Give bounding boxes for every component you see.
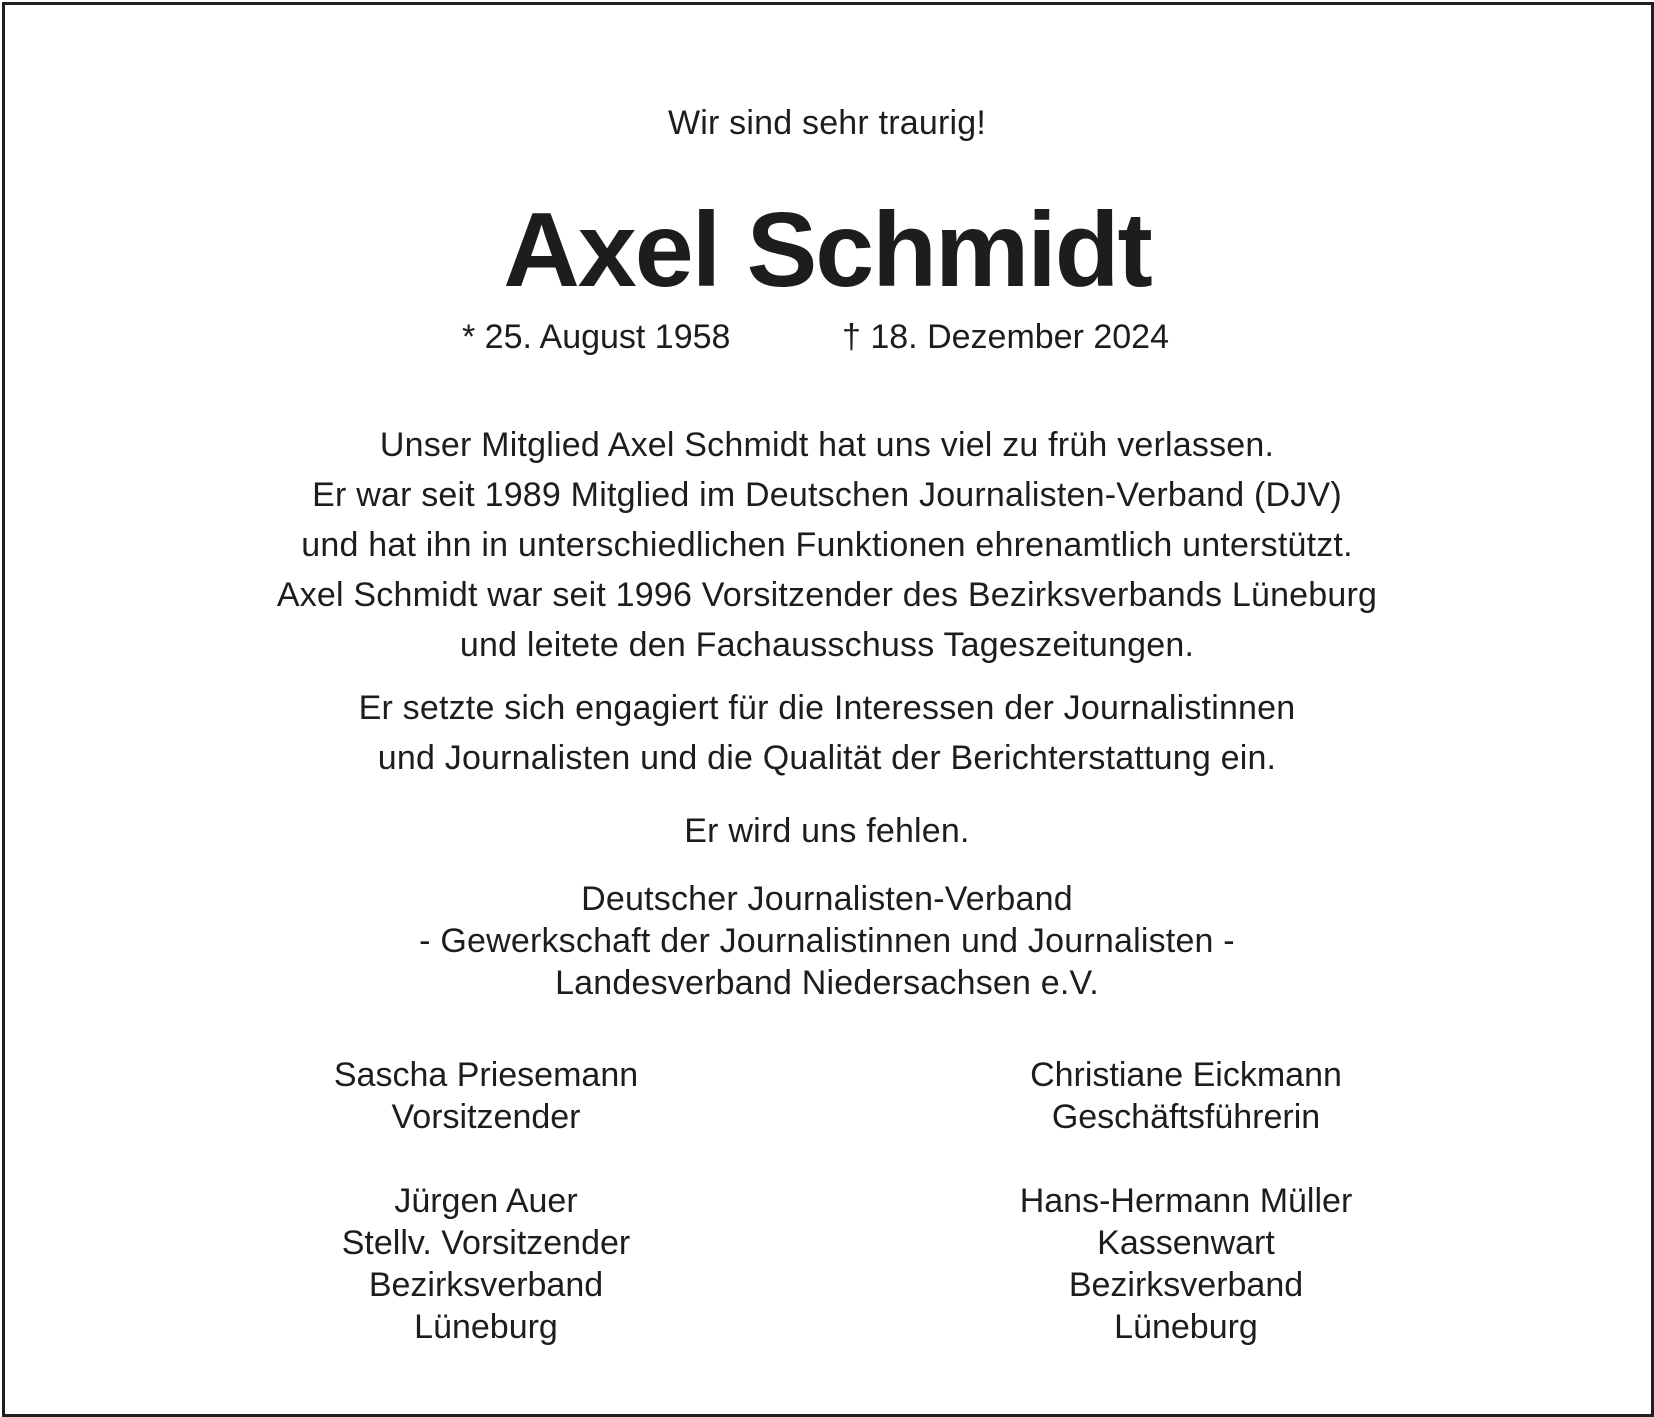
signatory-name: Jürgen Auer: [394, 1182, 578, 1220]
organization-line: - Gewerkschaft der Journalistinnen und Journalisten -: [419, 922, 1235, 960]
body-line: und Journalisten und die Qualität der Berichterstattung ein.: [377, 739, 1277, 777]
signatory-3: [186, 1180, 786, 1348]
signatory-role: Lüneburg: [1114, 1308, 1258, 1346]
signatory-role: Kassenwart: [1097, 1224, 1275, 1262]
birth-date: * 25. August 1958: [462, 318, 731, 356]
signatory-role: Bezirksverband: [1068, 1266, 1304, 1304]
signatory-2: [886, 1054, 1486, 1138]
body-line: Unser Mitglied Axel Schmidt hat uns viel zu früh verlassen.: [379, 426, 1275, 464]
body-line: Er war seit 1989 Mitglied im Deutschen Journalisten-Verband (DJV): [312, 476, 1342, 514]
signatory-4: [886, 1180, 1486, 1348]
body-line: Axel Schmidt war seit 1996 Vorsitzender des Bezirksverbands Lüneburg: [276, 576, 1378, 614]
signatory-role: Bezirksverband: [368, 1266, 604, 1304]
body-line: und hat ihn in unterschiedlichen Funktionen ehrenamtlich unterstützt.: [301, 526, 1353, 564]
signatory-role: Stellv. Vorsitzender: [341, 1224, 631, 1262]
intro-text: Wir sind sehr traurig!: [667, 104, 987, 142]
signatory-name: Christiane Eickmann: [1030, 1056, 1342, 1094]
signatory-role: Geschäftsführerin: [1051, 1098, 1321, 1136]
signatory-name: Sascha Priesemann: [333, 1056, 639, 1094]
organization-line: Deutscher Journalisten-Verband: [581, 880, 1073, 918]
closing-text: Er wird uns fehlen.: [684, 812, 970, 850]
signatory-1: [186, 1054, 786, 1138]
body-line: Er setzte sich engagiert für die Interessen der Journalistinnen: [358, 689, 1296, 727]
signatory-role: Vorsitzender: [391, 1098, 581, 1136]
signatory-role: Lüneburg: [414, 1308, 558, 1346]
deceased-name: Axel Schmidt: [503, 191, 1151, 309]
organization-line: Landesverband Niedersachsen e.V.: [555, 964, 1099, 1002]
signatory-name: Hans-Hermann Müller: [1019, 1182, 1353, 1220]
body-line: und leitete den Fachausschuss Tageszeitungen.: [459, 626, 1195, 664]
death-date: † 18. Dezember 2024: [842, 318, 1169, 356]
